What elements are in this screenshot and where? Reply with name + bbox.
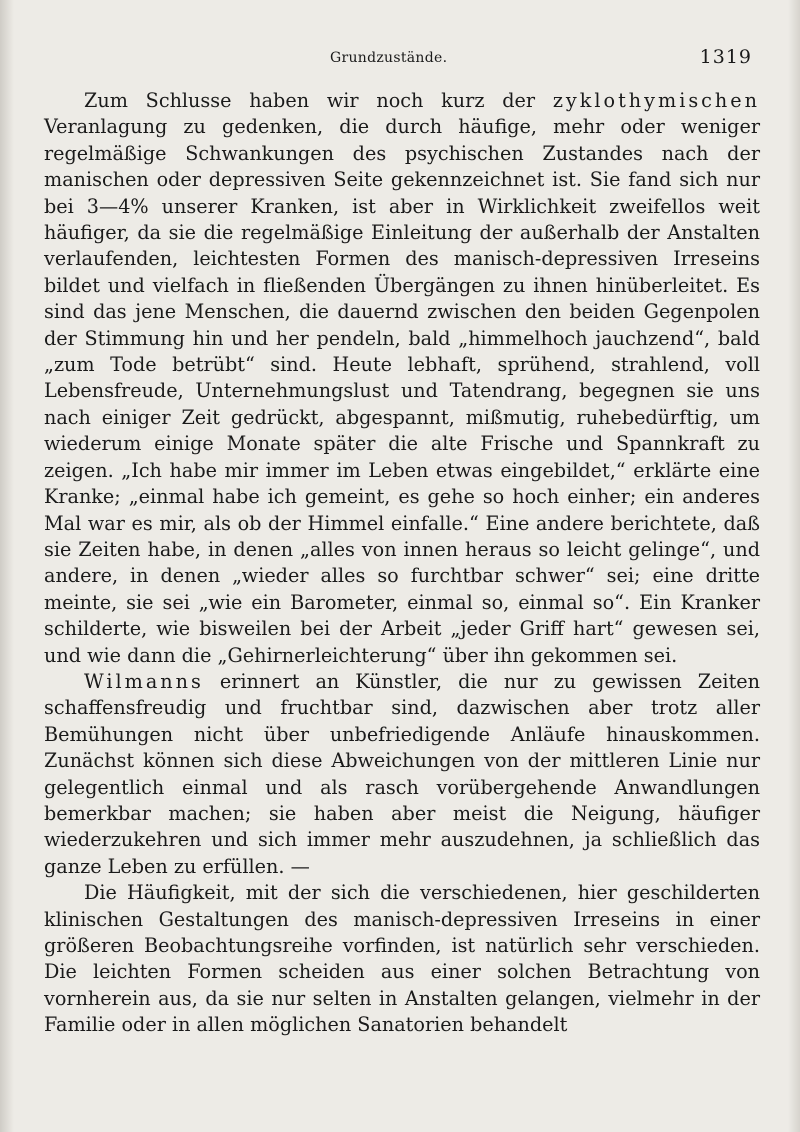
paragraph-text: Die Häufigkeit, mit der sich die verschiedenen, hier geschilderten klinischen Gestaltungen des manisch-depressiven Irreseins in einer größeren Beobachtungsreihe vorfinden, ist natürlich sehr verschieden. Die leichten Formen scheiden aus einer solchen Betrachtung von vornherein aus, da sie nur selten in Anstalten gelangen, vielmehr in der Familie oder in allen möglichen Sanatorien behandelt	[44, 881, 760, 1037]
paragraph	[44, 669, 760, 880]
page-number: 1319	[699, 46, 752, 68]
paragraph-lead: Zum Schlusse haben wir noch kurz der	[84, 89, 553, 112]
body-text	[44, 88, 760, 1039]
page-edge-left	[0, 0, 14, 1132]
emphasized-term: zyklothymischen	[552, 89, 760, 112]
running-head: Grundzustände.	[330, 50, 448, 66]
page-edge-right	[788, 0, 800, 1132]
paragraph	[44, 880, 760, 1038]
paragraph-text: erinnert an Künstler, die nur zu gewissen Zeiten schaffensfreudig und fruchtbar sind, dazwischen aber trotz aller Bemühungen nicht über unbefriedigende Anläufe hinauskommen. Zunächst können sich diese Abweichungen von der mittleren Linie nur gelegentlich einmal und als rasch vorübergehende Anwandlungen bemerkbar machen; sie haben aber meist die Neigung, häufiger wiederzukehren und sich immer mehr auszudehnen, ja schließlich das ganze Leben zu erfüllen. —	[44, 669, 760, 878]
paragraph-text: Veranlagung zu gedenken, die durch häufige, mehr oder weniger regelmäßige Schwankungen des psychischen Zustandes nach der manischen oder depressiven Seite gekennzeichnet ist. Sie fand sich nur bei 3—4% unserer Kranken, ist aber in Wirklichkeit zweifellos weit häufiger, da sie die regelmäßige Einleitung der außerhalb der Anstalten verlaufenden, leichtesten Formen des manisch-depressiven Irreseins bildet und vielfach in fließenden Übergängen zu ihnen hinüberleitet. Es sind das jene Menschen, die dauernd zwischen den beiden Gegenpolen der Stimmung hin und her pendeln, bald „himmelhoch jauchzend“, bald „zum Tode betrübt“ sind. Heute lebhaft, sprühend, strahlend, voll Lebensfreude, Unternehmungslust und Tatendrang, begegnen sie uns nach einiger Zeit gedrückt, abgespannt, mißmutig, ruhebedürftig, um wiederum einige Monate später die alte Frische und Spannkraft zu zeigen. „Ich habe mir immer im Leben etwas eingebildet,“ erklärte eine Kranke; „einmal habe ich gemeint, es gehe so hoch einher; ein anderes Mal war es mir, als ob der Himmel einfalle.“ Eine andere berichtete, daß sie Zeiten habe, in denen „alles von innen heraus so leicht gelinge“, und andere, in denen „wieder alles so furchtbar schwer“ sei; eine dritte meinte, sie sei „wie ein Barometer, einmal so, einmal so“. Ein Kranker schilderte, wie bisweilen bei der Arbeit „jeder Griff hart“ gewesen sei, und wie dann die „Gehirnerleichterung“ über ihn gekommen sei.	[44, 115, 760, 667]
page-header	[44, 46, 756, 72]
paragraph	[44, 88, 760, 669]
emphasized-author-name: Wilmanns	[84, 669, 204, 693]
